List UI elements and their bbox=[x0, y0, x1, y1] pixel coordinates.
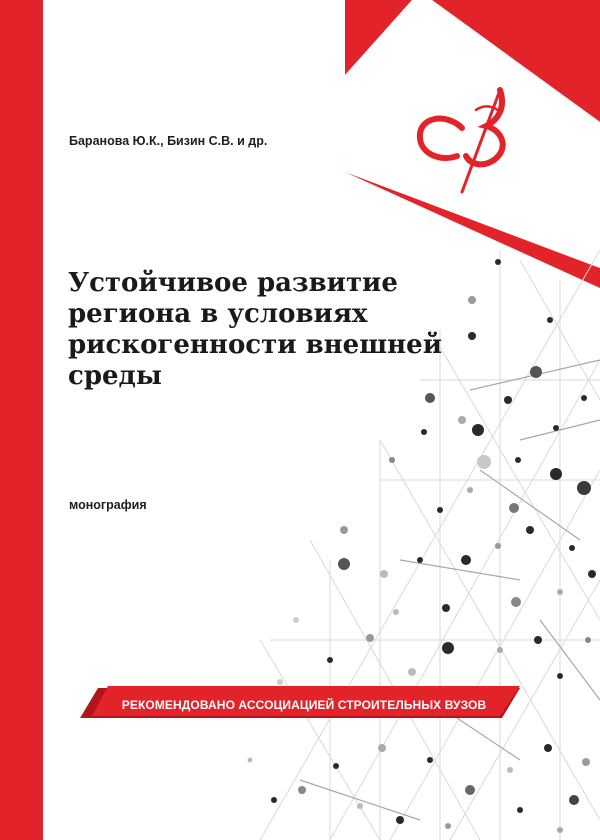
recommendation-text: РЕКОМЕНДОВАНО АССОЦИАЦИЕЙ СТРОИТЕЛЬНЫХ ВУЗОВ bbox=[121, 698, 487, 712]
authors: Баранова Ю.К., Бизин С.В. и др. bbox=[69, 134, 268, 148]
book-title bbox=[68, 268, 468, 392]
title-line: Устойчивое развитие bbox=[68, 268, 398, 298]
title-line: рискогенности внешней bbox=[68, 330, 443, 360]
title-line: среды bbox=[68, 361, 162, 391]
genre-label: монография bbox=[69, 498, 147, 512]
title-line: региона в условиях bbox=[68, 299, 368, 329]
